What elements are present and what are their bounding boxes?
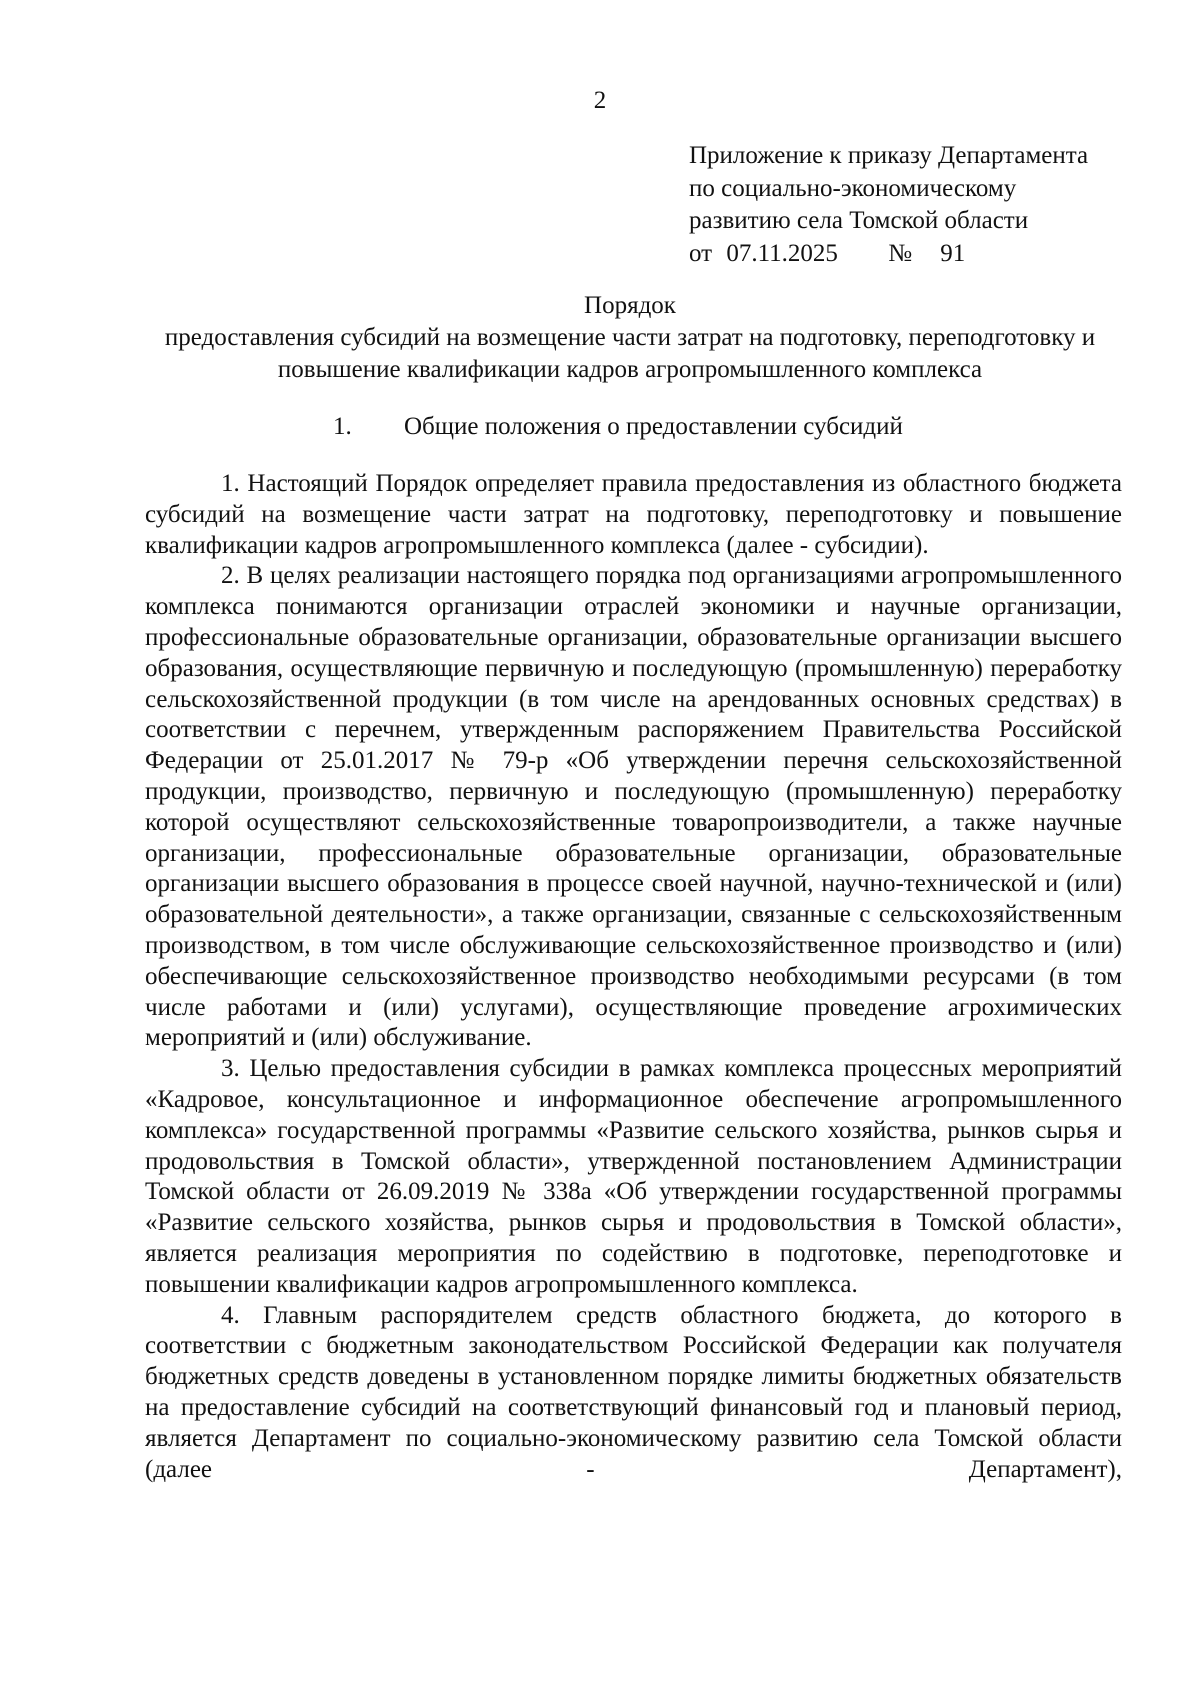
paragraph-3: 3. Целью предоставления субсидии в рамках комплекса процессных мероприятий «Кадровое, консультационное и информационное обеспечение агропромышленного комплекса» государственной программы «Развитие сельского хозяйства, рынков сырья и продовольствия в Томской области», утвержденной постановлением Администрации Томской области от 26.09.2019 № 338а «Об утверждении государственной программы «Развитие сельского хозяйства, рынков сырья и продовольствия в Томской области», является реализация мероприятия по содействию в подготовке, переподготовке и повышении квалификации кадров агропромышленного комплекса.	[145, 1055, 1122, 1298]
paragraph-1: 1. Настоящий Порядок определяет правила предоставления из областного бюджета субсидий на возмещение части затрат на подготовку, переподготовку и повышение квалификации кадров агропромышленного комплекса (далее - субсидии).	[145, 470, 1122, 559]
body-text	[145, 469, 1122, 1485]
appendix-number-sign: №	[888, 239, 913, 267]
appendix-number: 91	[940, 239, 966, 267]
appendix-line-2: по социально-экономическому	[689, 174, 1017, 202]
paragraph-2: 2. В целях реализации настоящего порядка под организациями агропромышленного комплекса понимаются организации отраслей экономики и научные организации, профессиональные образовательные организации, образовательные организации высшего образования, осуществляющие первичную и последующую (промышленную) переработку сельскохозяйственной продукции (в том числе на арендованных основных средствах) в соответствии с перечнем, утвержденным распоряжением Правительства Российской Федерации от 25.01.2017 № 79-р «Об утверждении перечня сельскохозяйственной продукции, производство, первичную и последующую (промышленную) переработку которой осуществляют сельскохозяйственные товаропроизводители, а также научные организации, профессиональные образовательные организации, образовательные организации высшего образования в процессе своей научной, научно-технической и (или) образовательной деятельности», а также организации, связанные с сельскохозяйственным производством, в том числе обслуживающие сельскохозяйственное производство и (или) обеспечивающие сельскохозяйственное производство необходимыми ресурсами (в том числе работами и (или) услугами), осуществляющие проведение агрохимических мероприятий и (или) обслуживание.	[145, 562, 1122, 1052]
appendix-block	[689, 140, 1159, 270]
section-title: Общие положения о предоставлении субсидий	[404, 413, 903, 440]
document-subtitle: предоставления субсидий на возмещение части затрат на подготовку, переподготовку и повышение квалификации кадров агропромышленного комплекса	[164, 324, 1096, 383]
document-title: Порядок	[584, 292, 676, 319]
section-number: 1.	[333, 413, 352, 440]
appendix-date-prefix: от	[689, 239, 713, 267]
paragraph-4: 4. Главным распорядителем средств областного бюджета, до которого в соответствии с бюджетным законодательством Российской Федерации как получателя бюджетных средств доведены в установленном порядке лимиты бюджетных обязательств на предоставление субсидий на соответствующий финансовый год и плановый период, является Департамент по социально-экономическому развитию села Томской области (далее - Департамент),	[145, 1301, 1122, 1483]
appendix-line-3: развитию села Томской области	[689, 207, 1029, 234]
appendix-date: 07.11.2025	[726, 239, 838, 267]
page-number: 2	[593, 87, 607, 114]
appendix-line-1: Приложение к приказу Департамента	[689, 142, 1089, 169]
appendix-date-line	[689, 238, 1159, 271]
